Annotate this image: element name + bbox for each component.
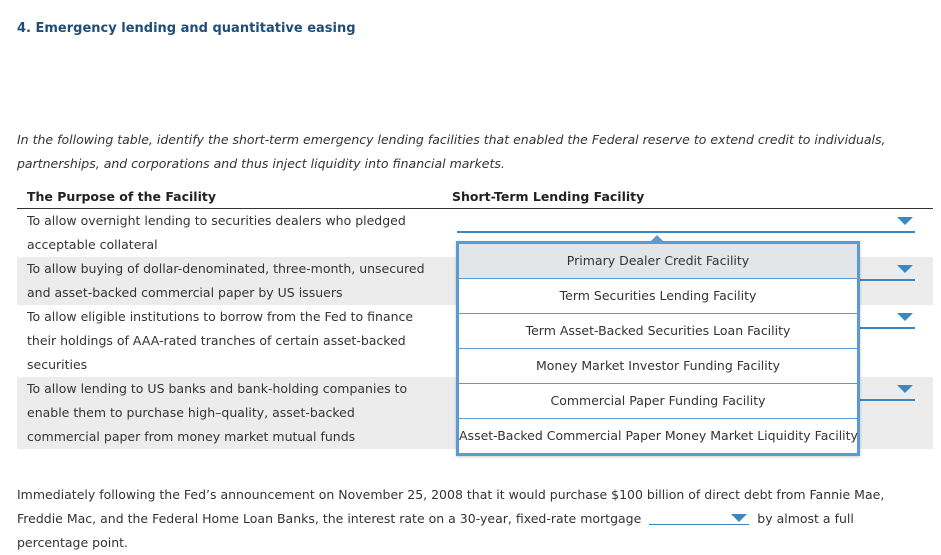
chevron-down-icon — [897, 265, 913, 273]
instructions-text: In the following table, identify the short-term emergency lending facilities that enabled the Federal reserve to extend credit to individuals, partnerships, and corporations and thus inject liquidity into financial markets. — [17, 132, 886, 171]
menu-option-primary-dealer[interactable]: Primary Dealer Credit Facility — [459, 244, 857, 278]
chevron-down-icon — [731, 514, 747, 522]
outro-text-before: Immediately following the Fed’s announcement on November 25, 2008 that it would purchase $100 billion of direct debt from Fannie Mae, Freddie Mac, and the Federal Home Loan Banks, the interest rate on a 30-year, fixed-rate mortgage — [17, 487, 885, 526]
outro-text-after: by almost a full percentage point. — [17, 511, 854, 550]
row-purpose: To allow lending to US banks and bank-holding companies to enable them to purchase high–quality, asset-backed commercial paper from money market mutual funds — [27, 381, 408, 444]
row-purpose: To allow eligible institutions to borrow from the Fed to finance their holdings of AAA-rated tranches of certain asset-backed securities — [27, 309, 414, 372]
header-purpose: The Purpose of the Facility — [27, 189, 216, 204]
chevron-down-icon — [897, 385, 913, 393]
question-paragraph — [17, 483, 927, 555]
facility-dropdown-menu — [456, 241, 860, 456]
menu-option-cpff[interactable]: Commercial Paper Funding Facility — [459, 383, 857, 418]
table-header — [17, 186, 933, 209]
chevron-down-icon — [897, 217, 913, 225]
menu-option-talf[interactable]: Term Asset-Backed Securities Loan Facility — [459, 313, 857, 348]
row-purpose: To allow buying of dollar-denominated, three-month, unsecured and asset-backed commercial paper by US issuers — [27, 261, 425, 300]
row-purpose: To allow overnight lending to securities dealers who pledged acceptable collateral — [27, 213, 406, 252]
chevron-down-icon — [897, 313, 913, 321]
header-facility: Short-Term Lending Facility — [452, 189, 645, 204]
menu-option-mmiff[interactable]: Money Market Investor Funding Facility — [459, 348, 857, 383]
facility-dropdown-1[interactable] — [457, 211, 915, 233]
section-heading: 4. Emergency lending and quantitative easing — [17, 21, 356, 36]
mortgage-rate-dropdown[interactable] — [649, 510, 749, 525]
menu-option-term-securities[interactable]: Term Securities Lending Facility — [459, 278, 857, 313]
menu-option-amlf[interactable]: Asset-Backed Commercial Paper Money Market Liquidity Facility — [459, 418, 857, 453]
